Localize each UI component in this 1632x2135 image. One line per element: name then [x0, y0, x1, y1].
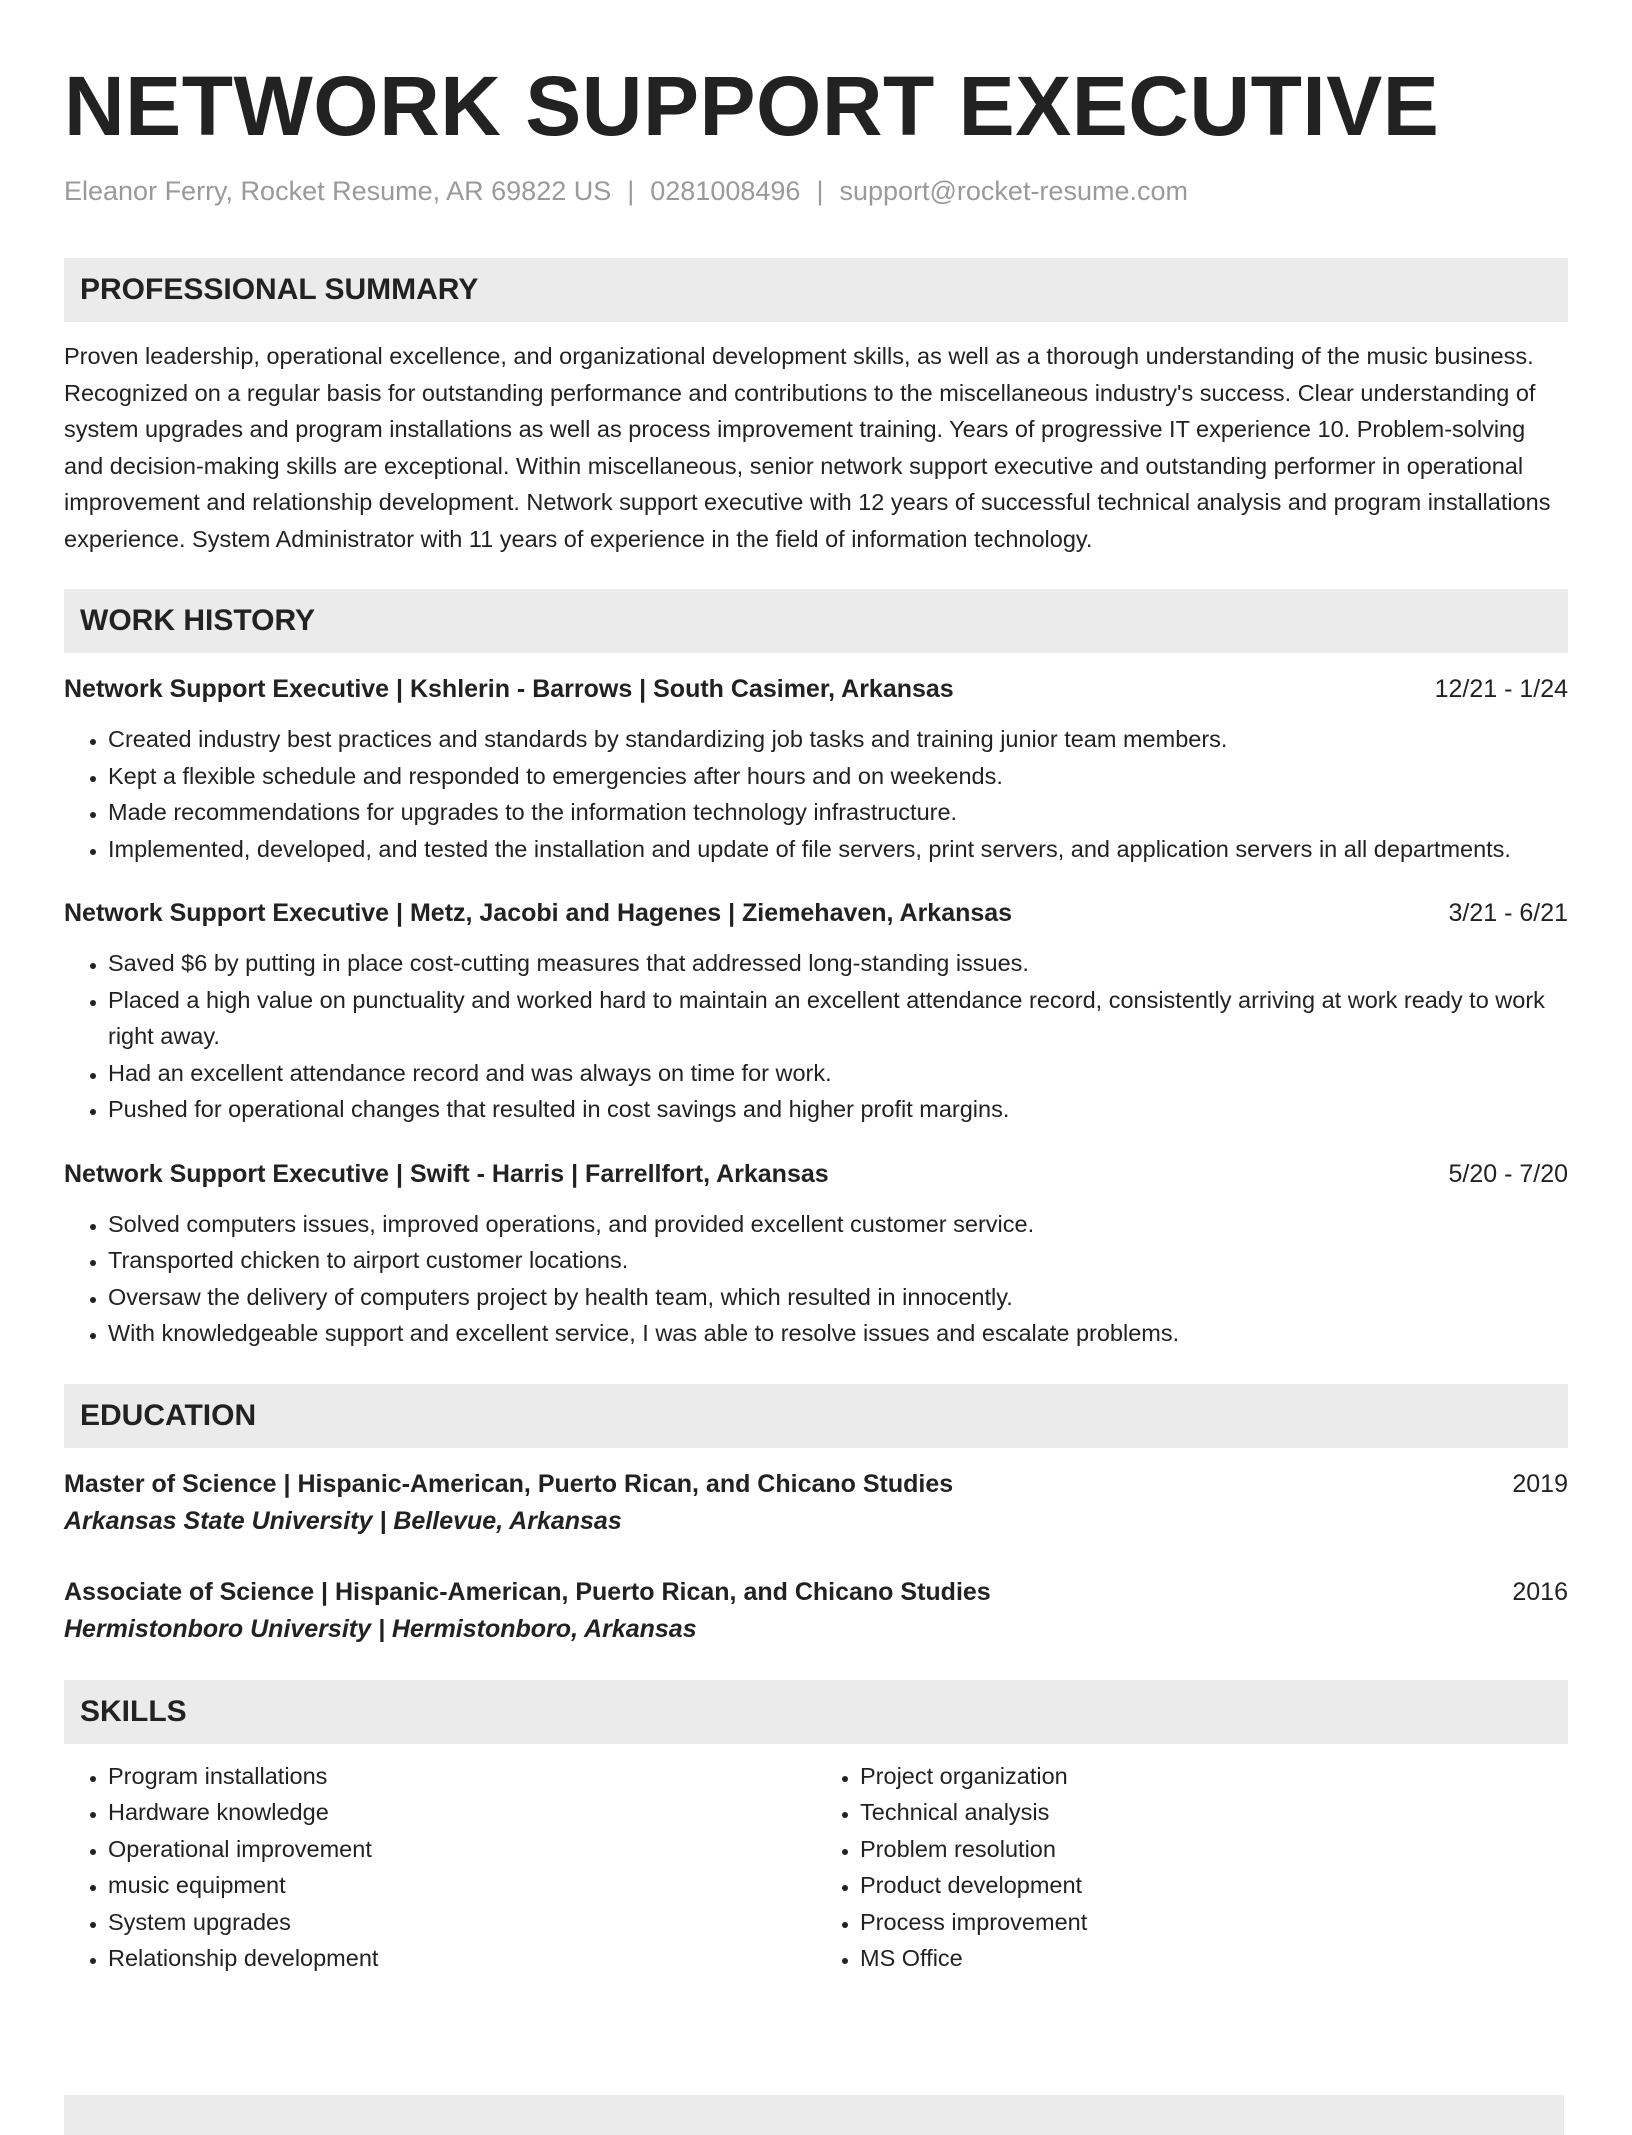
- skill-item: • Product development: [860, 1867, 1568, 1904]
- job-bullet: • With knowledgeable support and excellent service, I was able to resolve issues and escalate problems.: [108, 1315, 1568, 1352]
- job-bullet: • Solved computers issues, improved operations, and provided excellent customer service.: [108, 1206, 1568, 1243]
- summary-text: Proven leadership, operational excellence, and organizational development skills, as well as a thorough understanding of the music business. Recognized on a regular basis for outstanding performance and contributions to the miscellaneous industry's success. Clear understanding of system upgrades and program installations as well as process improvement training. Years of progressive IT experience 10. Problem-solving and decision-making skills are exceptional. Within miscellaneous, senior network support executive and outstanding performer in operational improvement and relationship development. Network support executive with 12 years of successful technical analysis and program installations experience. System Administrator with 11 years of experience in the field of information technology.: [64, 343, 1551, 552]
- next-section-heading-bar: [64, 2095, 1564, 2135]
- contact-separator: |: [627, 176, 635, 206]
- job-bullet: • Placed a high value on punctuality and worked hard to maintain an excellent attendance record, consistently arriving at work ready to work right away.: [108, 982, 1568, 1055]
- skills-column-right: [816, 1758, 1568, 1977]
- job-bullet: • Kept a flexible schedule and responded to emergencies after hours and on weekends.: [108, 758, 1568, 795]
- skill-item: • music equipment: [108, 1867, 816, 1904]
- degree-title: Master of Science | Hispanic-American, Puerto Rican, and Chicano Studies: [64, 1469, 954, 1498]
- skill-item: • Program installations: [108, 1758, 816, 1795]
- contact-line: [64, 174, 1568, 208]
- skill-item: • MS Office: [860, 1940, 1568, 1977]
- job-bullet: • Saved $6 by putting in place cost-cutting measures that addressed long-standing issues.: [108, 945, 1568, 982]
- contact-email[interactable]: support@rocket-resume.com: [839, 176, 1188, 206]
- skill-item: • Process improvement: [860, 1904, 1568, 1941]
- skills-heading: SKILLS: [64, 1680, 1568, 1744]
- job-title: Network Support Executive | Swift - Harris | Farrellfort, Arkansas: [64, 1159, 829, 1188]
- education-entry: [64, 1466, 1568, 1540]
- job-bullets: [64, 1206, 1568, 1352]
- job-bullet: • Oversaw the delivery of computers project by health team, which resulted in innocently.: [108, 1279, 1568, 1316]
- education-heading: EDUCATION: [64, 1384, 1568, 1448]
- school-name: Hermistonboro University | Hermistonboro, Arkansas: [64, 1614, 697, 1643]
- job-dates: 3/21 - 6/21: [1448, 899, 1568, 927]
- degree-title: Associate of Science | Hispanic-American, Puerto Rican, and Chicano Studies: [64, 1577, 991, 1606]
- skill-item: • Hardware knowledge: [108, 1794, 816, 1831]
- job-bullets: [64, 721, 1568, 867]
- skills-columns: [64, 1758, 1568, 1977]
- skill-item: • System upgrades: [108, 1904, 816, 1941]
- resume-title: NETWORK SUPPORT EXECUTIVE: [64, 59, 1440, 153]
- contact-phone: 0281008496: [650, 176, 801, 206]
- job-title: Network Support Executive | Kshlerin - Barrows | South Casimer, Arkansas: [64, 675, 954, 703]
- job-bullet: • Had an excellent attendance record and was always on time for work.: [108, 1055, 1568, 1092]
- skill-item: • Problem resolution: [860, 1831, 1568, 1868]
- job-entry: [64, 895, 1568, 1128]
- skill-item: • Technical analysis: [860, 1794, 1568, 1831]
- graduation-year: 2019: [1512, 1469, 1568, 1498]
- contact-address: Eleanor Ferry, Rocket Resume, AR 69822 US: [64, 176, 612, 206]
- skills-column-left: [64, 1758, 816, 1977]
- work-history-heading: WORK HISTORY: [64, 589, 1568, 653]
- job-dates: 12/21 - 1/24: [1434, 675, 1568, 703]
- job-title: Network Support Executive | Metz, Jacobi and Hagenes | Ziemehaven, Arkansas: [64, 899, 1013, 927]
- skill-item: • Relationship development: [108, 1940, 816, 1977]
- job-bullet: • Created industry best practices and standards by standardizing job tasks and training junior team members.: [108, 721, 1568, 758]
- school-name: Arkansas State University | Bellevue, Arkansas: [64, 1506, 622, 1535]
- job-bullet: • Implemented, developed, and tested the installation and update of file servers, print servers, and application servers in all departments.: [108, 831, 1568, 868]
- skill-item: • Operational improvement: [108, 1831, 816, 1868]
- job-bullet: • Pushed for operational changes that resulted in cost savings and higher profit margins.: [108, 1091, 1568, 1128]
- job-bullets: [64, 945, 1568, 1128]
- job-entry: [64, 671, 1568, 867]
- job-entry: [64, 1156, 1568, 1352]
- job-bullet: • Transported chicken to airport customer locations.: [108, 1242, 1568, 1279]
- summary-heading: PROFESSIONAL SUMMARY: [64, 258, 1568, 322]
- skill-item: • Project organization: [860, 1758, 1568, 1795]
- job-bullet: • Made recommendations for upgrades to the information technology infrastructure.: [108, 794, 1568, 831]
- job-dates: 5/20 - 7/20: [1448, 1159, 1568, 1188]
- contact-separator: |: [816, 176, 824, 206]
- education-entry: [64, 1574, 1568, 1648]
- graduation-year: 2016: [1512, 1577, 1568, 1606]
